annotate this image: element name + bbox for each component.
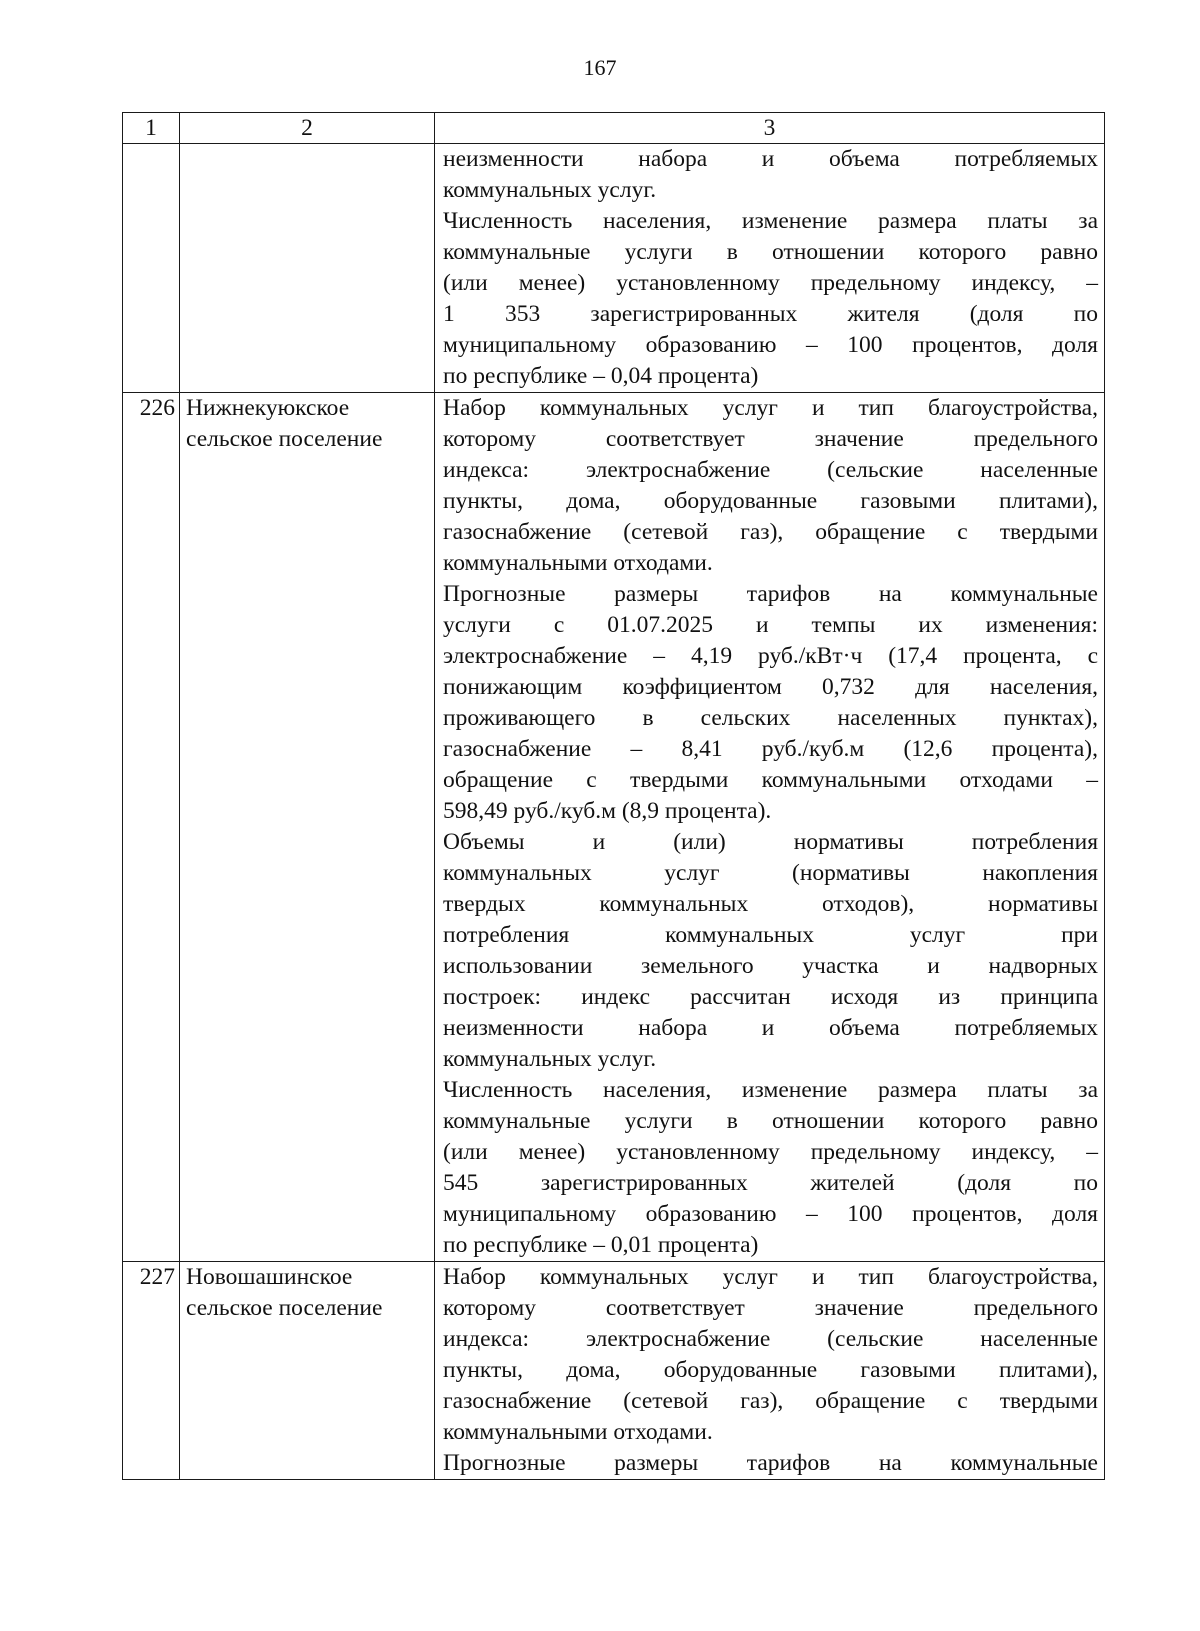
description-line: которому соответствует значение предельного [443, 1295, 1098, 1321]
settlement-name: Нижнекуюкское сельское поселение [180, 393, 435, 1262]
description-line: услуги с 01.07.2025 и темпы их изменения: [443, 612, 1098, 638]
header-col-2: 2 [180, 113, 435, 144]
table-row [123, 1262, 1105, 1480]
description-line: Набор коммунальных услуг и тип благоустройства, [443, 1264, 1098, 1290]
description-line: коммунальных услуг. [443, 177, 657, 203]
description-line: коммунальные услуги в отношении которого равно [443, 239, 1098, 265]
row-description [435, 1262, 1105, 1480]
description-line: по республике – 0,04 процента) [443, 363, 759, 389]
header-col-3: 3 [435, 113, 1105, 144]
description-line: (или менее) установленному предельному индексу, – [443, 1139, 1098, 1165]
description-line: построек: индекс рассчитан исходя из принципа [443, 984, 1098, 1010]
description-line: коммунальными отходами. [443, 1419, 713, 1445]
description-line: электроснабжение – 4,19 руб./кВт·ч (17,4 процента, с [443, 643, 1098, 669]
description-line: обращение с твердыми коммунальными отходами – [443, 767, 1098, 793]
description-line: коммунальных услуг. [443, 1046, 657, 1072]
description-line: индекса: электроснабжение (сельские населенные [443, 457, 1098, 483]
row-description [435, 144, 1105, 393]
description-line: коммунальных услуг (нормативы накопления [443, 860, 1098, 886]
settlement-name: Новошашинское сельское поселение [180, 1262, 435, 1480]
description-line: муниципальному образованию – 100 процентов, доля [443, 1201, 1098, 1227]
description-line: понижающим коэффициентом 0,732 для населения, [443, 674, 1098, 700]
table-row-continuation [123, 144, 1105, 393]
description-line: Объемы и (или) нормативы потребления [443, 829, 1098, 855]
description-line: неизменности набора и объема потребляемых [443, 146, 1098, 172]
row-number: 226 [123, 393, 180, 1262]
description-line: коммунальными отходами. [443, 550, 713, 576]
table-row [123, 393, 1105, 1262]
description-line: Набор коммунальных услуг и тип благоустройства, [443, 395, 1098, 421]
description-line: газоснабжение – 8,41 руб./куб.м (12,6 процента), [443, 736, 1098, 762]
description-line: твердых коммунальных отходов), нормативы [443, 891, 1098, 917]
tariff-table [122, 112, 1105, 1480]
description-line: пункты, дома, оборудованные газовыми плитами), [443, 488, 1098, 514]
description-line: по республике – 0,01 процента) [443, 1232, 759, 1258]
description-line: пункты, дома, оборудованные газовыми плитами), [443, 1357, 1098, 1383]
description-line: индекса: электроснабжение (сельские населенные [443, 1326, 1098, 1352]
header-col-1: 1 [123, 113, 180, 144]
description-line: 1 353 зарегистрированных жителя (доля по [443, 301, 1098, 327]
description-line: Прогнозные размеры тарифов на коммунальные [443, 581, 1098, 607]
description-line: неизменности набора и объема потребляемых [443, 1015, 1098, 1041]
description-line: Численность населения, изменение размера платы за [443, 1077, 1098, 1103]
description-line: проживающего в сельских населенных пунктах), [443, 705, 1098, 731]
description-line: Численность населения, изменение размера платы за [443, 208, 1098, 234]
row-number [123, 144, 180, 393]
description-line: 545 зарегистрированных жителей (доля по [443, 1170, 1098, 1196]
row-description [435, 393, 1105, 1262]
row-number: 227 [123, 1262, 180, 1480]
table-header-row [123, 113, 1105, 144]
description-line: (или менее) установленному предельному индексу, – [443, 270, 1098, 296]
description-line: которому соответствует значение предельного [443, 426, 1098, 452]
description-line: Прогнозные размеры тарифов на коммунальные [443, 1450, 1098, 1476]
description-line: газоснабжение (сетевой газ), обращение с твердыми [443, 1388, 1098, 1414]
settlement-name [180, 144, 435, 393]
page-number: 167 [583, 55, 617, 80]
description-line: муниципальному образованию – 100 процентов, доля [443, 332, 1098, 358]
description-line: потребления коммунальных услуг при [443, 922, 1098, 948]
description-line: коммунальные услуги в отношении которого равно [443, 1108, 1098, 1134]
description-line: использовании земельного участка и надворных [443, 953, 1098, 979]
description-line: 598,49 руб./куб.м (8,9 процента). [443, 798, 772, 824]
description-line: газоснабжение (сетевой газ), обращение с твердыми [443, 519, 1098, 545]
